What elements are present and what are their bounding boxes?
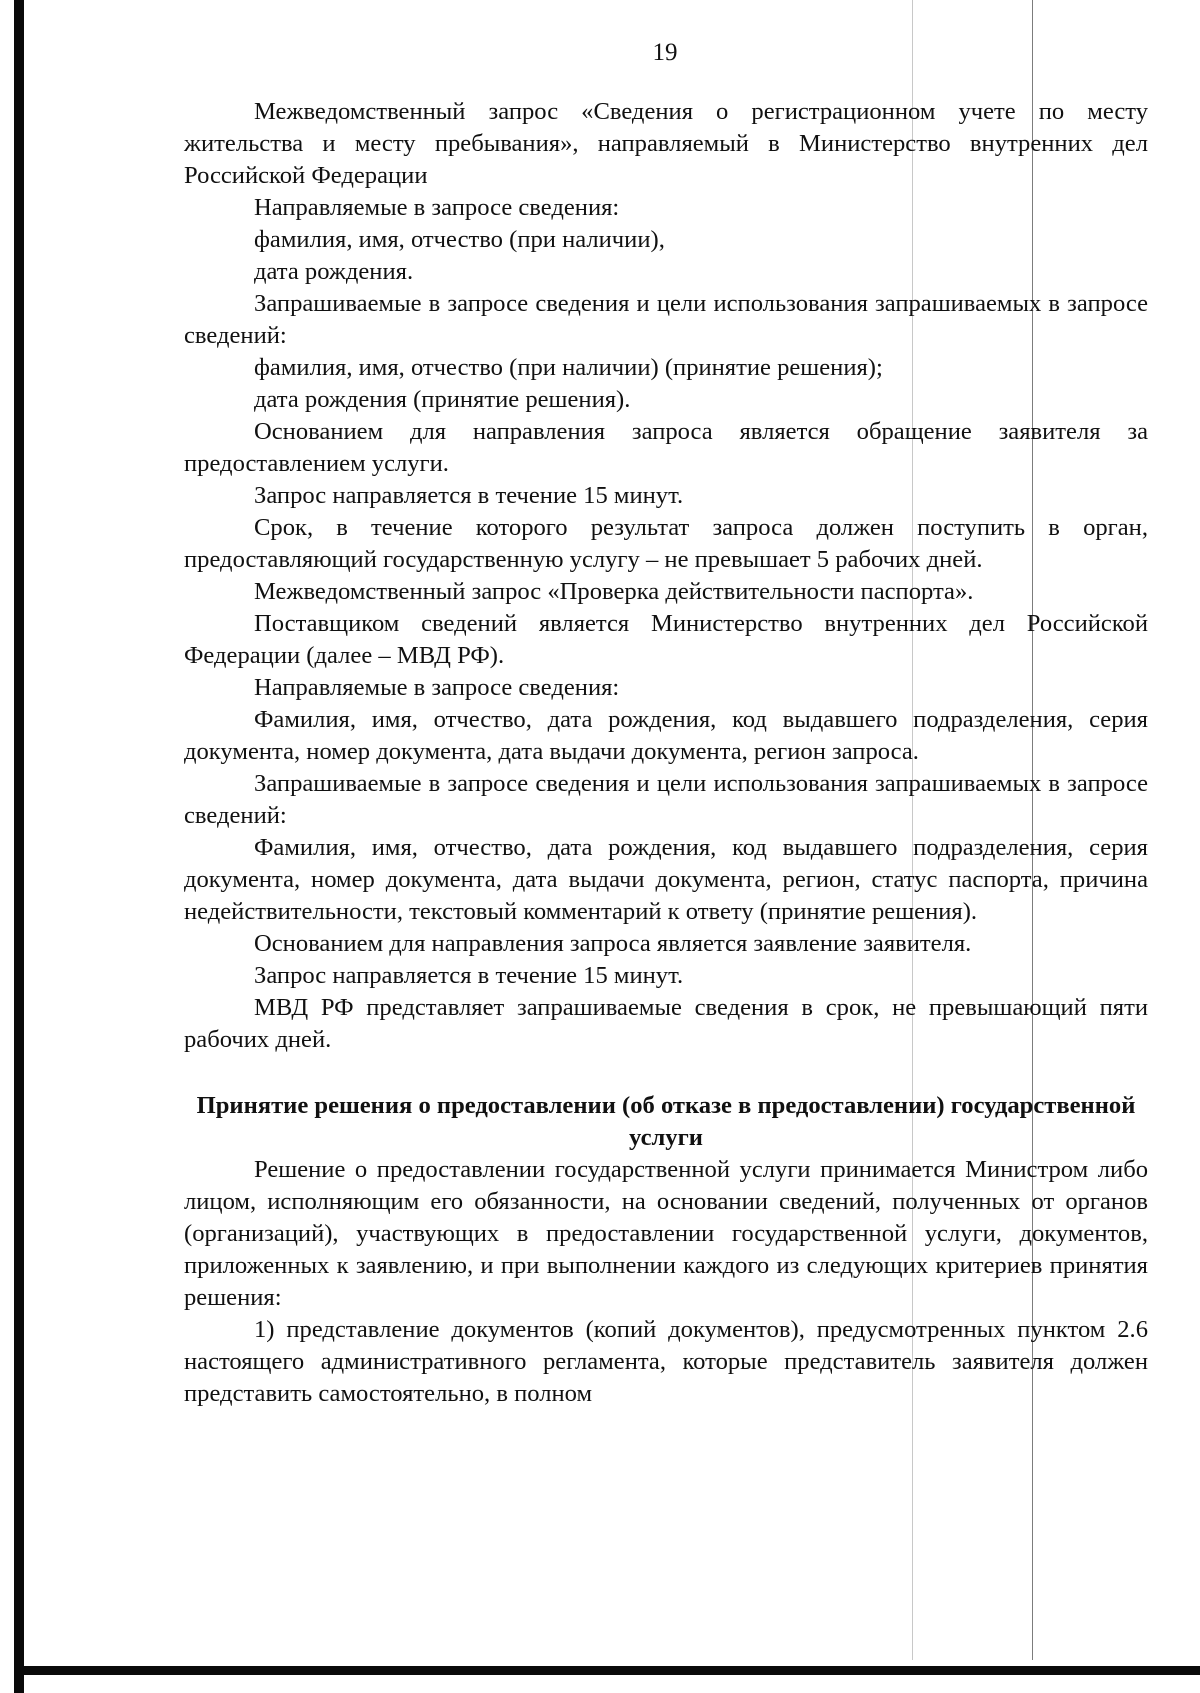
paragraph: Срок, в течение которого результат запроса должен поступить в орган, предоставляющий государственную услугу – не превышает 5 рабочих дней. [184, 514, 1148, 573]
paragraph: Запрашиваемые в запросе сведения и цели использования запрашиваемых в запросе сведений: [184, 770, 1148, 829]
paragraph: 1) представление документов (копий документов), предусмотренных пунктом 2.6 настоящего административного регламента, которые представитель заявителя должен представить самостоятельно, в полном [184, 1316, 1148, 1407]
paragraph: фамилия, имя, отчество (при наличии), [254, 226, 665, 253]
document-body [184, 96, 1148, 1410]
paragraph: Запрос направляется в течение 15 минут. [254, 482, 684, 509]
scan-left-edge [14, 0, 24, 1693]
paragraph: Основанием для направления запроса является заявление заявителя. [254, 930, 972, 957]
paragraph: Межведомственный запрос «Сведения о регистрационном учете по месту жительства и месту пребывания», направляемый в Министерство внутренних дел Российской Федерации [184, 98, 1148, 189]
paragraph: МВД РФ представляет запрашиваемые сведения в срок, не превышающий пяти рабочих дней. [184, 994, 1148, 1053]
paragraph: дата рождения. [254, 258, 414, 285]
paragraph: Запрашиваемые в запросе сведения и цели использования запрашиваемых в запросе сведений: [184, 290, 1148, 349]
paragraph: Запрос направляется в течение 15 минут. [254, 962, 684, 989]
paragraph: Основанием для направления запроса является обращение заявителя за предоставлением услуги. [184, 418, 1148, 477]
paragraph: Направляемые в запросе сведения: [254, 194, 620, 221]
paragraph: Решение о предоставлении государственной услуги принимается Министром либо лицом, исполняющим его обязанности, на основании сведений, полученных от органов (организаций), участвующих в предоставлении государственной услуги, документов, приложенных к заявлению, и при выполнении каждого из следующих критериев принятия решения: [184, 1156, 1148, 1311]
paragraph: фамилия, имя, отчество (при наличии) (принятие решения); [254, 354, 883, 381]
scan-bottom-edge [14, 1666, 1200, 1675]
paragraph: Фамилия, имя, отчество, дата рождения, код выдавшего подразделения, серия документа, номер документа, дата выдачи документа, регион, статус паспорта, причина недействительности, текстовый комментарий к ответу (принятие решения). [184, 834, 1148, 925]
paragraph: Межведомственный запрос «Проверка действительности паспорта». [254, 578, 974, 605]
section-heading: Принятие решения о предоставлении (об отказе в предоставлении) государственной услуги [196, 1092, 1136, 1151]
paragraph: Фамилия, имя, отчество, дата рождения, код выдавшего подразделения, серия документа, номер документа, дата выдачи документа, регион запроса. [184, 706, 1148, 765]
paragraph: Поставщиком сведений является Министерство внутренних дел Российской Федерации (далее – МВД РФ). [184, 610, 1148, 669]
paragraph: Направляемые в запросе сведения: [254, 674, 620, 701]
paragraph: дата рождения (принятие решения). [254, 386, 631, 413]
page-number: 19 [652, 39, 678, 66]
